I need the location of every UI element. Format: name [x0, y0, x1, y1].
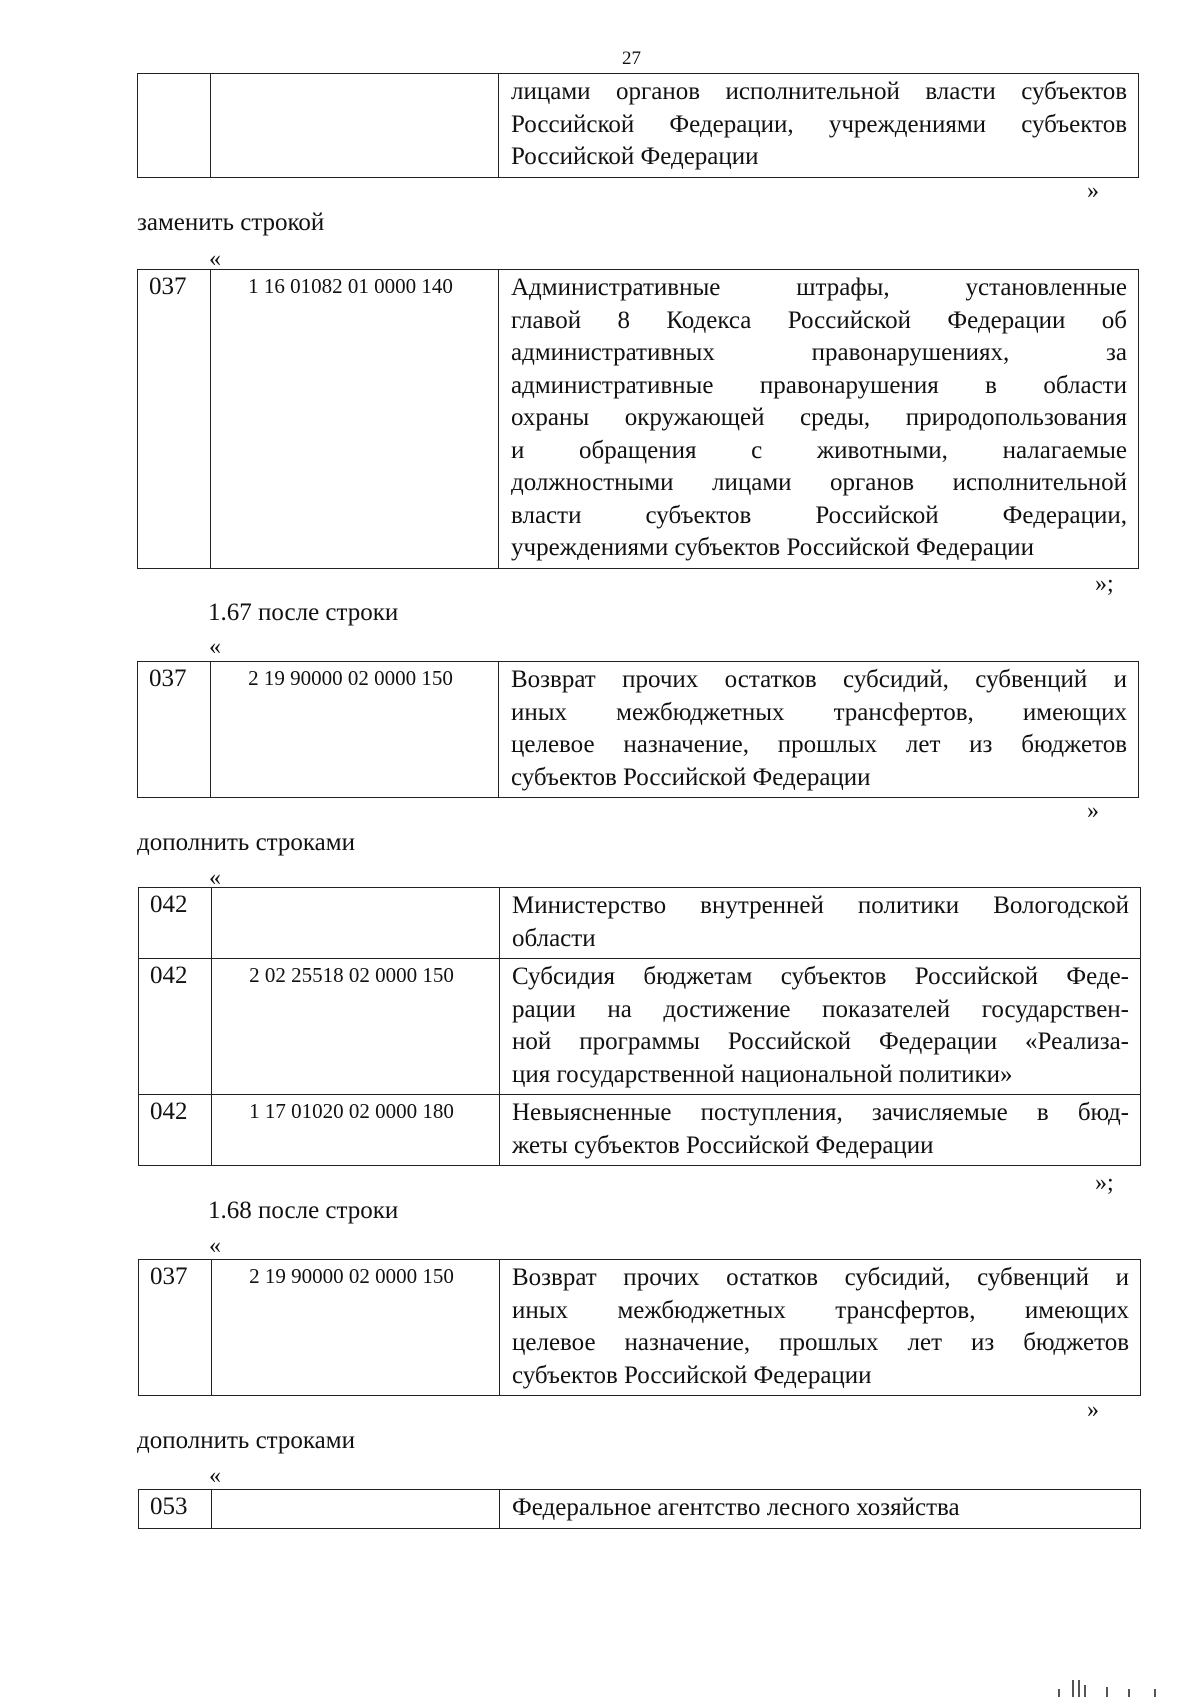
- table-row: [139, 888, 1141, 959]
- description-line: субъектов Российской Федерации: [511, 763, 871, 791]
- description-line: власти субъектов Российской Федерации,: [511, 501, 1127, 529]
- description-cell: [499, 662, 1139, 798]
- budget-code-cell: 2 19 90000 02 0000 150: [212, 1260, 500, 1396]
- description-line: иных межбюджетных трансфертов, имеющих: [511, 698, 1127, 726]
- description-line: субъектов Российской Федерации: [512, 1361, 872, 1389]
- description-line: целевое назначение, прошлых лет из бюджетов: [512, 1329, 1129, 1356]
- scan-marks: [1058, 1680, 1158, 1697]
- instruction-after-1-68: 1.68 после строки: [208, 1197, 399, 1224]
- description-line: Российской Федерации: [511, 143, 759, 170]
- code-cell: 037: [138, 662, 211, 798]
- description-line: жеты субъектов Российской Федерации: [512, 1131, 934, 1159]
- description-line: и обращения с животными, налагаемые: [511, 436, 1127, 464]
- description-line: Возврат прочих остатков субсидий, субвенций и: [512, 1264, 1129, 1291]
- budget-code-cell: 2 02 25518 02 0000 150: [212, 959, 500, 1095]
- table-block-3: [137, 661, 1139, 798]
- budget-code-cell: [211, 74, 499, 178]
- budget-code-cell: 1 17 01020 02 0000 180: [212, 1095, 500, 1166]
- close-quote: »: [1087, 178, 1099, 204]
- description-line: административных правонарушениях, за: [511, 339, 1127, 366]
- budget-code-cell: [212, 888, 500, 959]
- code-cell: 042: [139, 1095, 212, 1166]
- open-quote: «: [209, 1463, 221, 1489]
- instruction-after-1-67: 1.67 после строки: [208, 599, 399, 626]
- code-cell: 053: [139, 1490, 212, 1529]
- table-row: [139, 1260, 1141, 1396]
- description-cell: [499, 74, 1139, 178]
- description-cell: [500, 888, 1141, 959]
- description-cell: [500, 1260, 1141, 1396]
- description-line: административные правонарушения в области: [511, 371, 1127, 399]
- description-line: целевое назначение, прошлых лет из бюджетов: [511, 731, 1127, 758]
- description-cell: [500, 1095, 1141, 1166]
- page-number: 27: [622, 48, 641, 69]
- close-quote: »: [1087, 1397, 1099, 1423]
- budget-code-cell: [212, 1490, 500, 1529]
- close-quote: »;: [1095, 1170, 1114, 1196]
- description-line: рации на достижение показателей государствен-: [512, 995, 1129, 1023]
- description-line: Министерство внутренней политики Вологодской: [512, 892, 1129, 919]
- table-block-4: [138, 887, 1141, 1166]
- description-cell: [500, 959, 1141, 1095]
- description-line: Субсидия бюджетам субъектов Российской Феде-: [512, 963, 1129, 990]
- description-line: должностными лицами органов исполнительной: [511, 469, 1127, 496]
- description-line: Административные штрафы, установленные: [511, 274, 1127, 301]
- close-quote: »;: [1095, 571, 1114, 597]
- table-block-5: [138, 1259, 1141, 1396]
- description-line: Невыясненные поступления, зачисляемые в бюд-: [512, 1099, 1129, 1126]
- table-block-1: [137, 73, 1139, 178]
- open-quote: «: [209, 246, 221, 272]
- table-block-6: [138, 1489, 1141, 1529]
- close-quote: »: [1087, 798, 1099, 824]
- table-row: [138, 662, 1139, 798]
- open-quote: «: [209, 634, 221, 660]
- description-cell: [500, 1490, 1141, 1529]
- open-quote: «: [209, 865, 221, 891]
- description-line: области: [512, 924, 596, 952]
- table-row: [138, 270, 1139, 569]
- table-row: [139, 1490, 1141, 1529]
- instruction-add-rows: дополнить строками: [137, 1427, 355, 1454]
- code-cell: [138, 74, 211, 178]
- code-cell: 037: [138, 270, 211, 569]
- instruction-add-rows: дополнить строками: [137, 829, 355, 856]
- description-line: учреждениями субъектов Российской Федерации: [511, 534, 1035, 561]
- description-line: Федеральное агентство лесного хозяйства: [512, 1494, 960, 1521]
- instruction-replace: заменить строкой: [137, 209, 325, 236]
- code-cell: 042: [139, 888, 212, 959]
- budget-code-cell: 1 16 01082 01 0000 140: [211, 270, 499, 569]
- budget-code-cell: 2 19 90000 02 0000 150: [211, 662, 499, 798]
- code-cell: 042: [139, 959, 212, 1095]
- description-line: Возврат прочих остатков субсидий, субвенций и: [511, 666, 1127, 693]
- description-cell: [499, 270, 1139, 569]
- description-line: охраны окружающей среды, природопользования: [511, 404, 1127, 431]
- table-block-2: [137, 269, 1139, 569]
- table-row: [139, 1095, 1141, 1166]
- table-row: [139, 959, 1141, 1095]
- description-line: ной программы Российской Федерации «Реализа-: [512, 1028, 1129, 1055]
- description-line: Российской Федерации, учреждениями субъектов: [511, 110, 1127, 138]
- code-cell: 037: [139, 1260, 212, 1396]
- description-line: главой 8 Кодекса Российской Федерации об: [511, 306, 1127, 334]
- description-line: иных межбюджетных трансфертов, имеющих: [512, 1296, 1129, 1324]
- description-line: лицами органов исполнительной власти субъектов: [511, 78, 1127, 105]
- table-row: [138, 74, 1139, 178]
- description-line: ция государственной национальной политики»: [512, 1060, 1013, 1088]
- open-quote: «: [209, 1233, 221, 1259]
